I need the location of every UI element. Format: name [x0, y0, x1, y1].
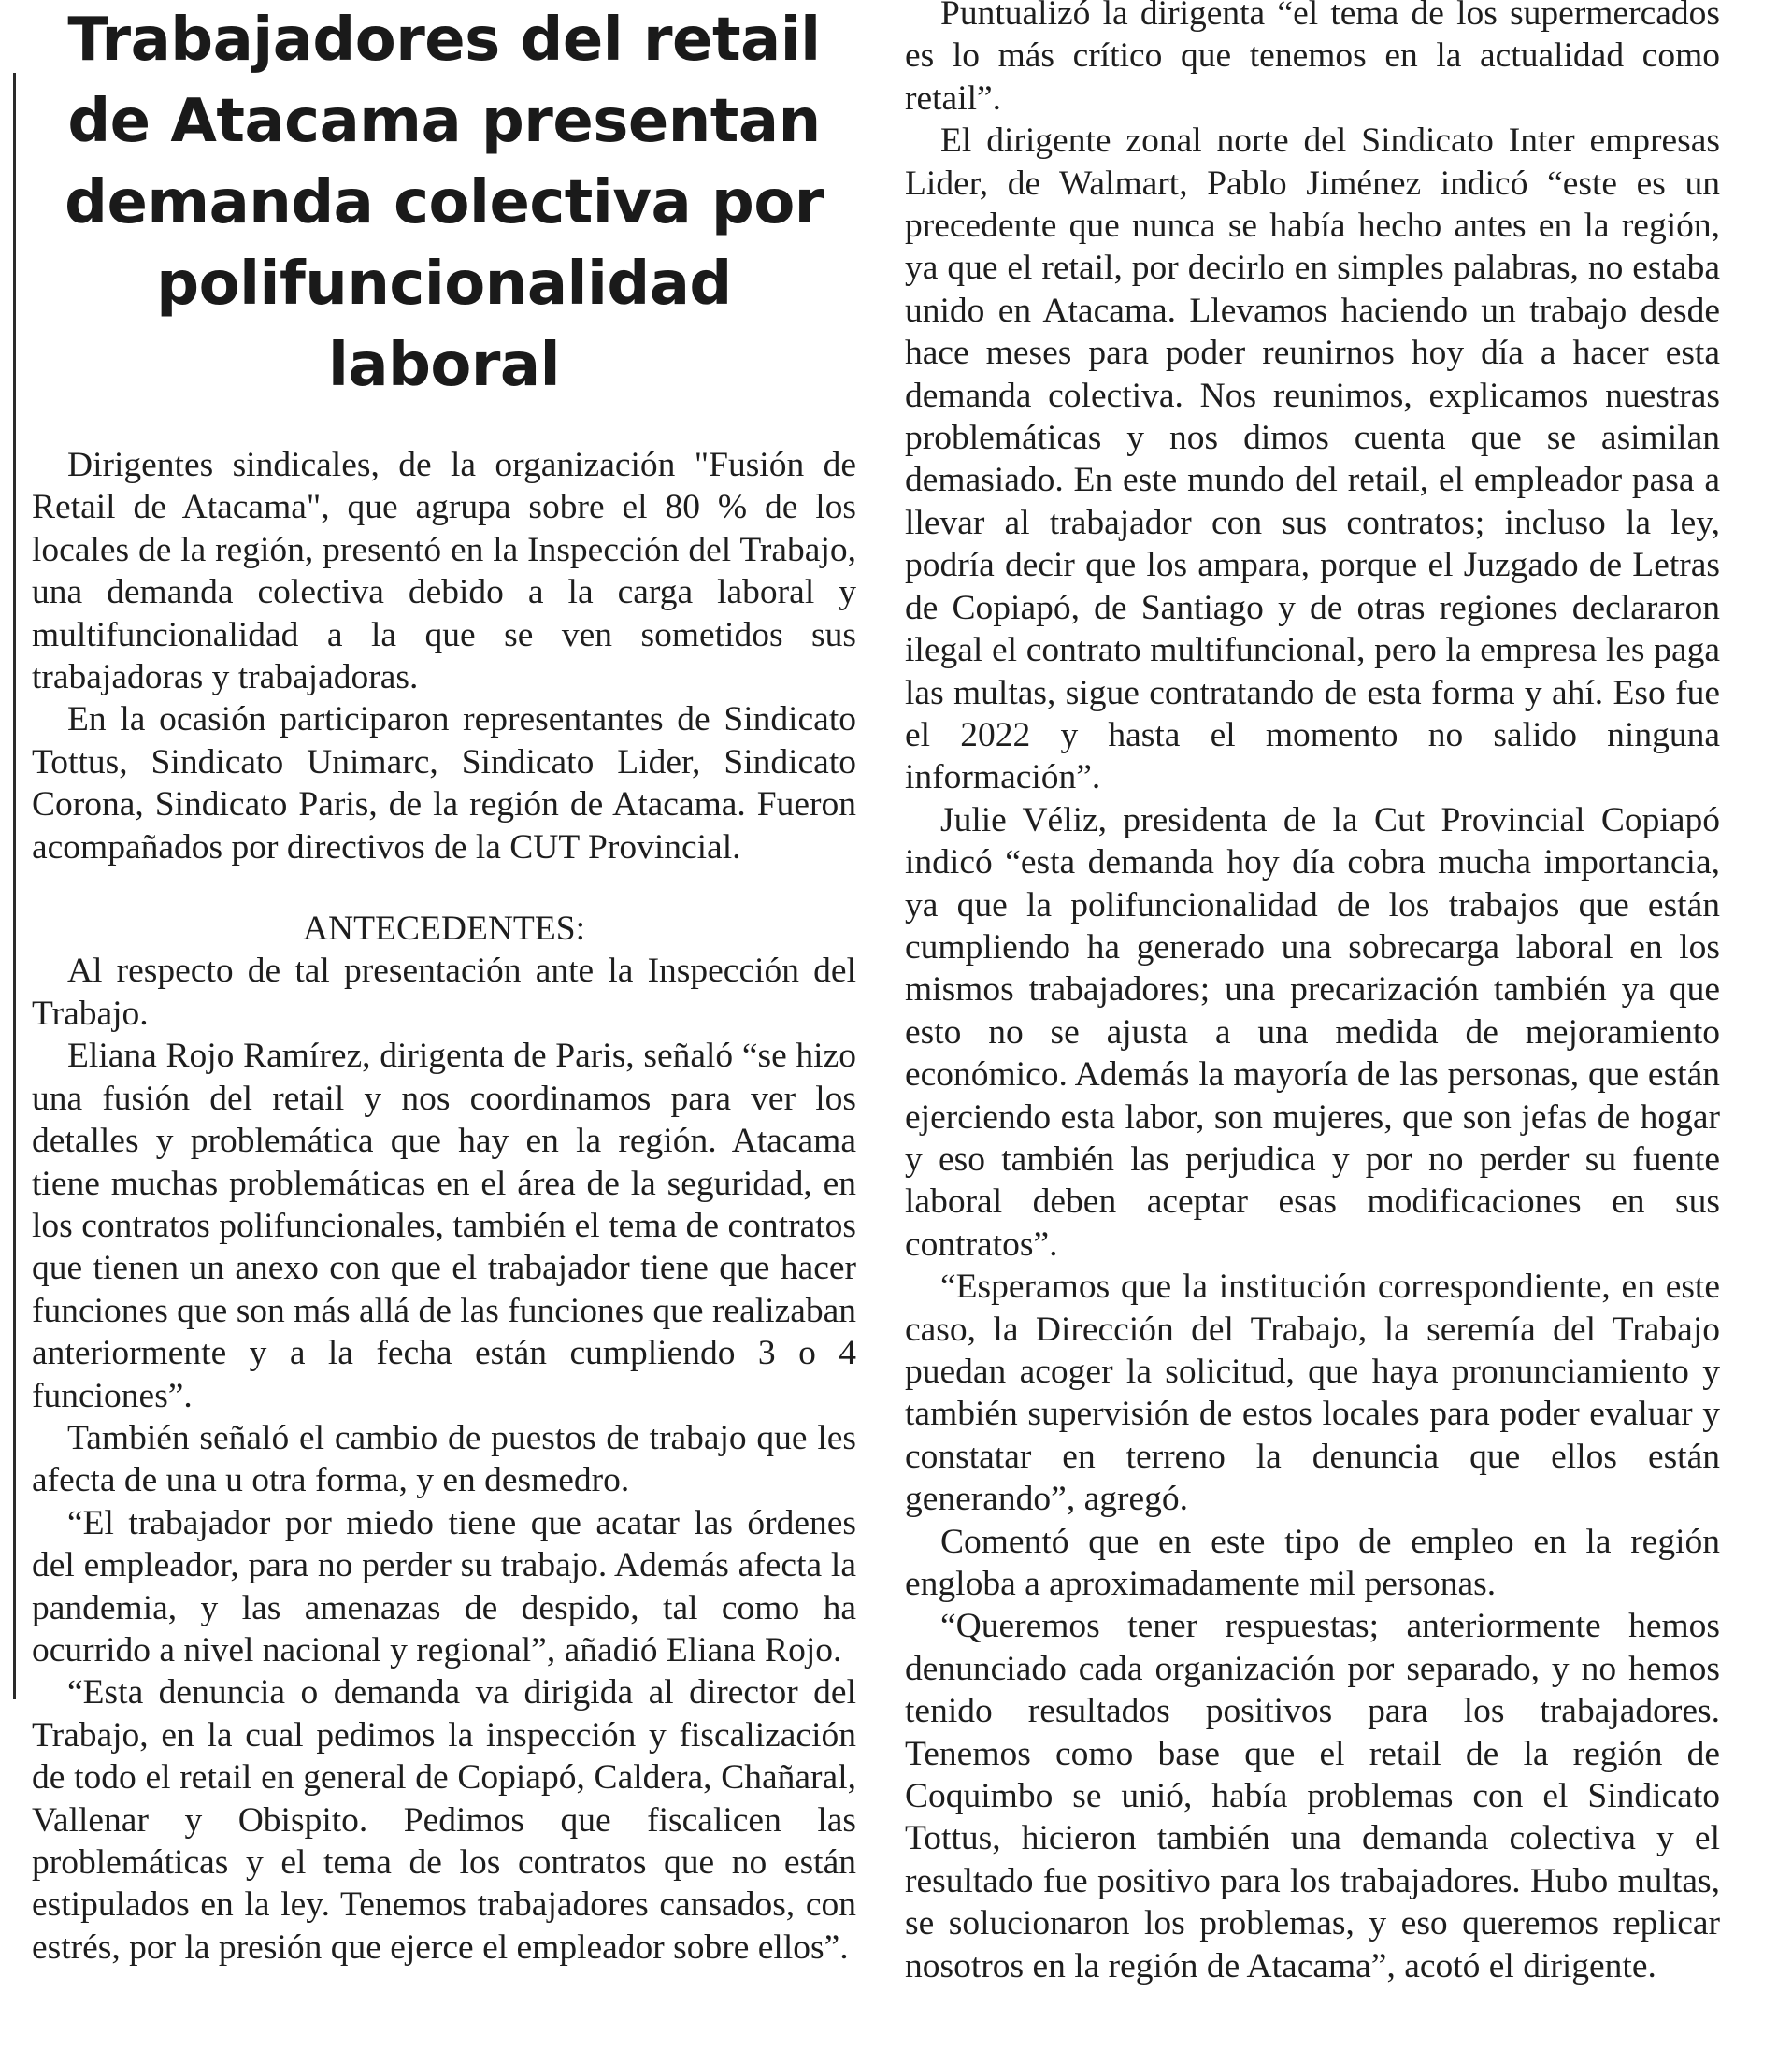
column-rule	[13, 73, 16, 1699]
paragraph: También señaló el cambio de puestos de trabajo que les afecta de una u otra forma, y en desmedro.	[32, 1418, 856, 1500]
paragraph: Dirigentes sindicales, de la organización "Fusión de Retail de Atacama", que agrupa sobre el 80 % de los locales de la región, presentó en la Inspección del Trabajo, una demanda colectiva debido a la carga laboral y multifuncionalidad a la que se ven sometidos sus trabajadoras y trabajadoras.	[32, 446, 856, 697]
paragraph: Al respecto de tal presentación ante la Inspección del Trabajo.	[32, 952, 856, 1033]
section-subhead: ANTECEDENTES:	[302, 910, 586, 949]
paragraph: Julie Véliz, presidenta de la Cut Provincial Copiapó indicó “esta demanda hoy día cobra mucha importancia, ya que la polifuncionalidad de los trabajos que están cumpliendo ha generado una sobrecarga laboral en los mismos trabajadores; una precarización también ya que esto no se ajusta a una medida de mejoramiento económico. Además la mayoría de las personas, que están ejerciendo esta labor, son mujeres, que son jefas de hogar y eso también las perjudica y por no perder su fuente laboral deben aceptar esas modificaciones en sus contratos”.	[905, 800, 1720, 1264]
paragraph: El dirigente zonal norte del Sindicato Inter empresas Lider, de Walmart, Pablo Jiménez indicó “este es un precedente que nunca se había hecho antes en la región, ya que el retail, por decirlo en simples palabras, no estaba unido en Atacama. Llevamos haciendo un trabajo desde hace meses para poder reunirnos hoy día a hacer esta demanda colectiva. Nos reunimos, explicamos nuestras problemáticas y nos dimos cuenta que se asimilan demasiado. En este mundo del retail, el empleador pasa a llevar al trabajador con sus contratos; incluso la ley, podría decir que los ampara, porque el Juzgado de Letras de Copiapó, de Santiago y de otras regiones declararon ilegal el contrato multifuncional, pero la empresa les paga las multas, sigue contratando de esta forma y ahí. Eso fue el 2022 y hasta el momento no salido ninguna información”.	[905, 122, 1720, 797]
paragraph: Comentó que en este tipo de empleo en la región engloba a aproximadamente mil personas.	[905, 1522, 1720, 1604]
article-headline: Trabajadores del retail de Atacama presentan demanda colectiva por polifuncionalidad laboral	[65, 6, 824, 400]
paragraph: “Esperamos que la institución correspondiente, en este caso, la Dirección del Trabajo, la seremía del Trabajo puedan acoger la solicitud, que haya pronunciamiento y también supervisión de estos locales para poder evaluar y constatar en terreno la denuncia que ellos están generando”, agregó.	[905, 1268, 1720, 1519]
right-column	[905, 0, 1720, 1987]
paragraph: Eliana Rojo Ramírez, dirigenta de Paris, señaló “se hizo una fusión del retail y nos coordinamos para ver los detalles y problemática que hay en la región. Atacama tiene muchas problemáticas en el área de la seguridad, en los contratos polifuncionales, también el tema de contratos que tienen un anexo con que el trabajador tiene que hacer funciones que son más allá de las funciones que realizaban anteriormente y a la fecha están cumpliendo 3 o 4 funciones”.	[32, 1037, 856, 1415]
left-column	[32, 0, 856, 1969]
paragraph: “Queremos tener respuestas; anteriormente hemos denunciado cada organización por separado, y no hemos tenido resultados positivos para los trabajadores. Tenemos como base que el retail de la región de Coquimbo se unió, había problemas con el Sindicato Tottus, hicieron también una demanda colectiva y el resultado fue positivo para los trabajadores. Hubo multas, se solucionaron los problemas, y eso queremos replicar nosotros en la región de Atacama”, acotó el dirigente.	[905, 1607, 1720, 1985]
lede-block	[32, 444, 856, 868]
paragraph: “El trabajador por miedo tiene que acatar las órdenes del empleador, para no perder su trabajo. Además afecta la pandemia, y las amenazas de despido, tal como ha ocurrido a nivel nacional y regional”, añadió Eliana Rojo.	[32, 1503, 856, 1669]
paragraph: Puntualizó la dirigenta “el tema de los supermercados es lo más crítico que tenemos en la actualidad como retail”.	[905, 0, 1720, 118]
paragraph: En la ocasión participaron representantes de Sindicato Tottus, Sindicato Unimarc, Sindicato Lider, Sindicato Corona, Sindicato Paris, de la región de Atacama. Fueron acompañados por directivos de la CUT Provincial.	[32, 700, 856, 867]
paragraph: “Esta denuncia o demanda va dirigida al director del Trabajo, en la cual pedimos la inspección y fiscalización de todo el retail en general de Copiapó, Caldera, Chañaral, Vallenar y Obispito. Pedimos que fiscalicen las problemáticas y el tema de los contratos que no están estipulados en la ley. Tenemos trabajadores cansados, con estrés, por la presión que ejerce el empleador sobre ellos”.	[32, 1673, 856, 1967]
